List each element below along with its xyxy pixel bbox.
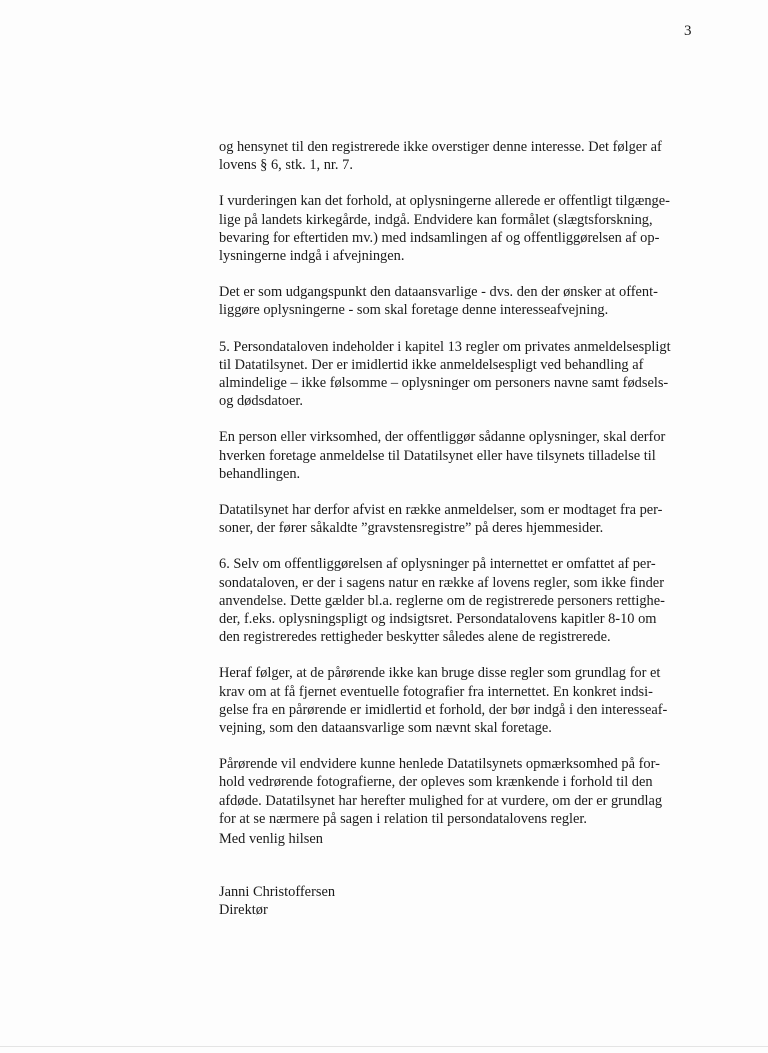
text-line: anvendelse. Dette gælder bl.a. reglerne om de registrerede personers rettighe-: [219, 592, 665, 609]
paragraph: [219, 755, 709, 828]
paragraph: [219, 555, 709, 646]
text-line: Heraf følger, at de pårørende ikke kan bruge disse regler som grundlag for et: [219, 665, 661, 682]
text-line: hverken foretage anmeldelse til Datatilsynet eller have tilsynets tilladelse til: [219, 447, 656, 464]
text-line: 5. Persondataloven indeholder i kapitel 13 regler om privates anmeldelsespligt: [219, 338, 671, 355]
paragraph: [219, 338, 709, 411]
text-line: bevaring for eftertiden mv.) med indsamlingen af og offentliggørelsen af op-: [219, 229, 660, 246]
text-line: og hensynet til den registrerede ikke overstiger denne interesse. Det følger af: [219, 139, 662, 155]
text-line: 6. Selv om offentliggørelsen af oplysninger på internettet er omfattet af per-: [219, 556, 656, 573]
text-line: vejning, som den dataansvarlige som nævnt skal foretage.: [219, 720, 552, 737]
text-line: almindelige – ikke følsomme – oplysninger om personers navne samt fødsels-: [219, 375, 669, 392]
paragraph: [219, 192, 709, 265]
signatory-title: Direktør: [219, 902, 268, 918]
text-line: for at se nærmere på sagen i relation til persondatalovens regler.: [219, 810, 588, 827]
text-line: lige på landets kirkegårde, indgå. Endvidere kan formålet (slægtsforskning,: [219, 211, 653, 228]
letter-body: [219, 138, 709, 846]
page-number: 3: [684, 23, 692, 39]
text-line: hold vedrørende fotografierne, der opleves som krænkende i forhold til den: [219, 774, 653, 791]
text-line: behandlingen.: [219, 465, 301, 482]
text-line: til Datatilsynet. Der er imidlertid ikke anmeldelsespligt ved behandling af: [219, 356, 644, 373]
text-line: I vurderingen kan det forhold, at oplysningerne allerede er offentligt tilgænge-: [219, 193, 670, 210]
signatory-name: Janni Christoffersen: [219, 884, 336, 900]
page-bottom-edge: [0, 1046, 768, 1047]
text-line: Det er som udgangspunkt den dataansvarlige - dvs. den der ønsker at offent-: [219, 284, 658, 301]
paragraph: [219, 501, 709, 537]
text-line: Datatilsynet har derfor afvist en række anmeldelser, som er modtaget fra per-: [219, 502, 663, 519]
paragraph: [219, 138, 709, 174]
text-line: den registreredes rettigheder beskytter således alene de registrerede.: [219, 629, 611, 646]
text-line: der, f.eks. oplysningspligt og indsigtsret. Persondatalovens kapitler 8-10 om: [219, 611, 657, 628]
paragraph: [219, 664, 709, 737]
paragraph: [219, 428, 709, 483]
text-line: soner, der fører såkaldte ”gravstensregistre” på deres hjemmesider.: [219, 520, 604, 537]
text-line: gelse fra en pårørende er imidlertid et forhold, der bør indgå i den interesseaf-: [219, 701, 668, 718]
text-line: lysningerne indgå i afvejningen.: [219, 248, 405, 265]
signature-block: [219, 883, 335, 919]
text-line: lovens § 6, stk. 1, nr. 7.: [219, 157, 353, 174]
text-line: Pårørende vil endvidere kunne henlede Datatilsynets opmærksomhed på for-: [219, 756, 660, 773]
paragraph: [219, 283, 709, 319]
text-line: sondataloven, er der i sagens natur en række af lovens regler, som ikke finder: [219, 574, 664, 591]
closing-salutation: Med venlig hilsen: [219, 831, 323, 847]
text-line: og dødsdatoer.: [219, 393, 303, 410]
text-line: liggøre oplysningerne - som skal foretage denne interesseafvejning.: [219, 302, 609, 319]
text-line: En person eller virksomhed, der offentliggør sådanne oplysninger, skal derfor: [219, 429, 666, 446]
text-line: afdøde. Datatilsynet har herefter mulighed for at vurdere, om der er grundlag: [219, 792, 663, 809]
text-line: krav om at få fjernet eventuelle fotografier fra internettet. En konkret indsi-: [219, 683, 653, 700]
